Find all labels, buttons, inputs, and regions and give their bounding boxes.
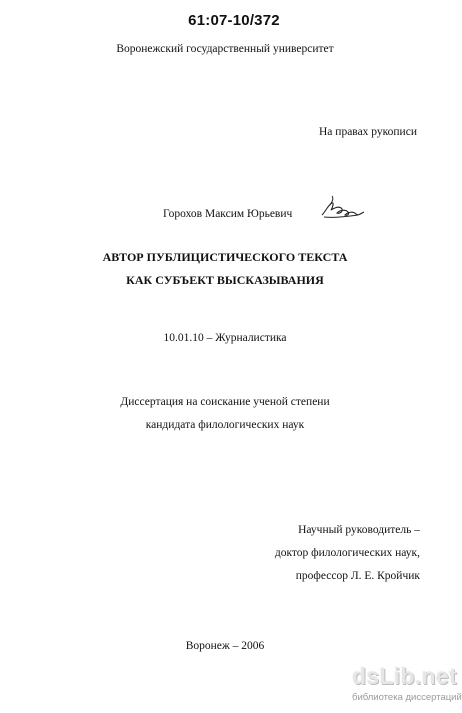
watermark-logo-text: dsLib.net xyxy=(352,663,457,689)
dissertation-title xyxy=(0,246,450,292)
degree-line-1: Диссертация на соискание ученой степени xyxy=(120,396,330,408)
author-signature xyxy=(318,193,366,225)
supervisor-line-3: профессор Л. Е. Кройчик xyxy=(295,570,420,582)
supervisor-line-2: доктор филологических наук, xyxy=(274,547,420,559)
university-name: Воронежский государственный университет xyxy=(116,43,334,55)
degree-statement xyxy=(0,391,450,437)
author-name: Горохов Максим Юрьевич xyxy=(163,208,293,220)
watermark-subtitle: библиотека диссертаций xyxy=(352,692,462,703)
archive-code: 61:07-10/372 xyxy=(188,12,280,29)
supervisor-block xyxy=(272,519,420,588)
supervisor-line-1: Научный руководитель – xyxy=(298,524,420,536)
city-year: Воронеж – 2006 xyxy=(185,640,265,652)
specialty-code: 10.01.10 – Журналистика xyxy=(163,332,287,344)
title-line-1: АВТОР ПУБЛИЦИСТИЧЕСКОГО ТЕКСТА xyxy=(102,250,348,264)
title-line-2: КАК СУБЪЕКТ ВЫСКАЗЫВАНИЯ xyxy=(126,273,324,287)
rights-note: На правах рукописи xyxy=(319,126,417,138)
watermark-logo xyxy=(352,663,462,713)
degree-line-2: кандидата филологических наук xyxy=(145,419,305,431)
